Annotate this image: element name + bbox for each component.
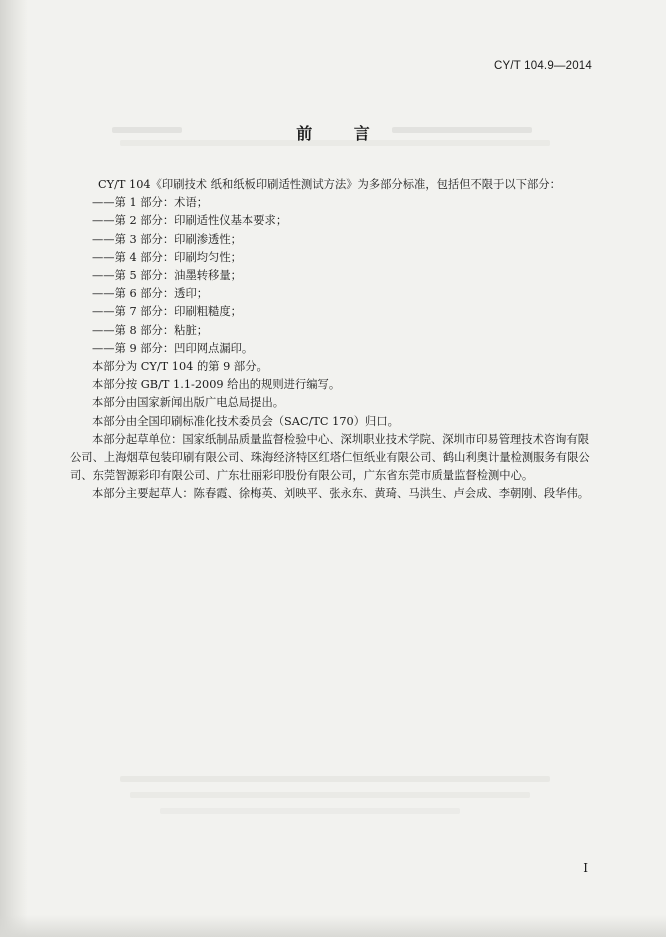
part-item: ——第 5 部分：油墨转移量； <box>92 269 242 283</box>
parts-list <box>92 194 600 358</box>
proposer-paragraph: 本部分由国家新闻出版广电总局提出。 <box>92 396 285 410</box>
drafting-units-paragraph: 本部分起草单位：国家纸制品质量监督检验中心、深圳职业技术学院、深圳市印易管理技术咨询有限公司、上海烟草包装印刷有限公司、珠海经济特区红塔仁恒纸业有限公司、鹤山利奥计量检测服务有限公司、东莞智源彩印有限公司、广东壮丽彩印股份有限公司，广东省东莞市质量监督检测中心。 <box>70 432 590 483</box>
standard-code: CY/T 104.9—2014 <box>493 60 592 72</box>
part-number-paragraph: 本部分为 CY/T 104 的第 9 部分。 <box>92 360 268 374</box>
part-item: ——第 8 部分：粘脏； <box>92 323 209 337</box>
page-title: 前 言 <box>296 124 388 143</box>
drafters-paragraph: 本部分主要起草人：陈春霞、徐梅英、刘映平、张永东、黄琦、马洪生、卢会成、李朝刚、段华伟。 <box>92 487 590 501</box>
bleed-through-mark <box>130 792 530 798</box>
part-item: ——第 7 部分：印刷粗糙度； <box>92 305 242 319</box>
part-item: ——第 3 部分：印刷渗透性； <box>92 232 242 246</box>
bleed-through-mark <box>120 776 550 782</box>
part-item: ——第 9 部分：凹印网点漏印。 <box>92 341 254 355</box>
part-item: ——第 2 部分：印刷适性仪基本要求； <box>92 214 288 228</box>
part-item: ——第 4 部分：印刷均匀性； <box>92 250 242 264</box>
committee-paragraph: 本部分由全国印刷标准化技术委员会（SAC/TC 170）归口。 <box>92 414 399 428</box>
bleed-through-mark <box>160 808 460 814</box>
page-number: I <box>583 861 588 875</box>
part-item: ——第 1 部分：术语； <box>92 196 209 210</box>
part-item: ——第 6 部分：透印； <box>92 287 209 301</box>
foreword-body <box>70 176 600 504</box>
drafting-rules-paragraph: 本部分按 GB/T 1.1-2009 给出的规则进行编写。 <box>92 378 341 392</box>
intro-paragraph: CY/T 104《印刷技术 纸和纸板印刷适性测试方法》为多部分标准，包括但不限于以下部分： <box>98 178 561 191</box>
